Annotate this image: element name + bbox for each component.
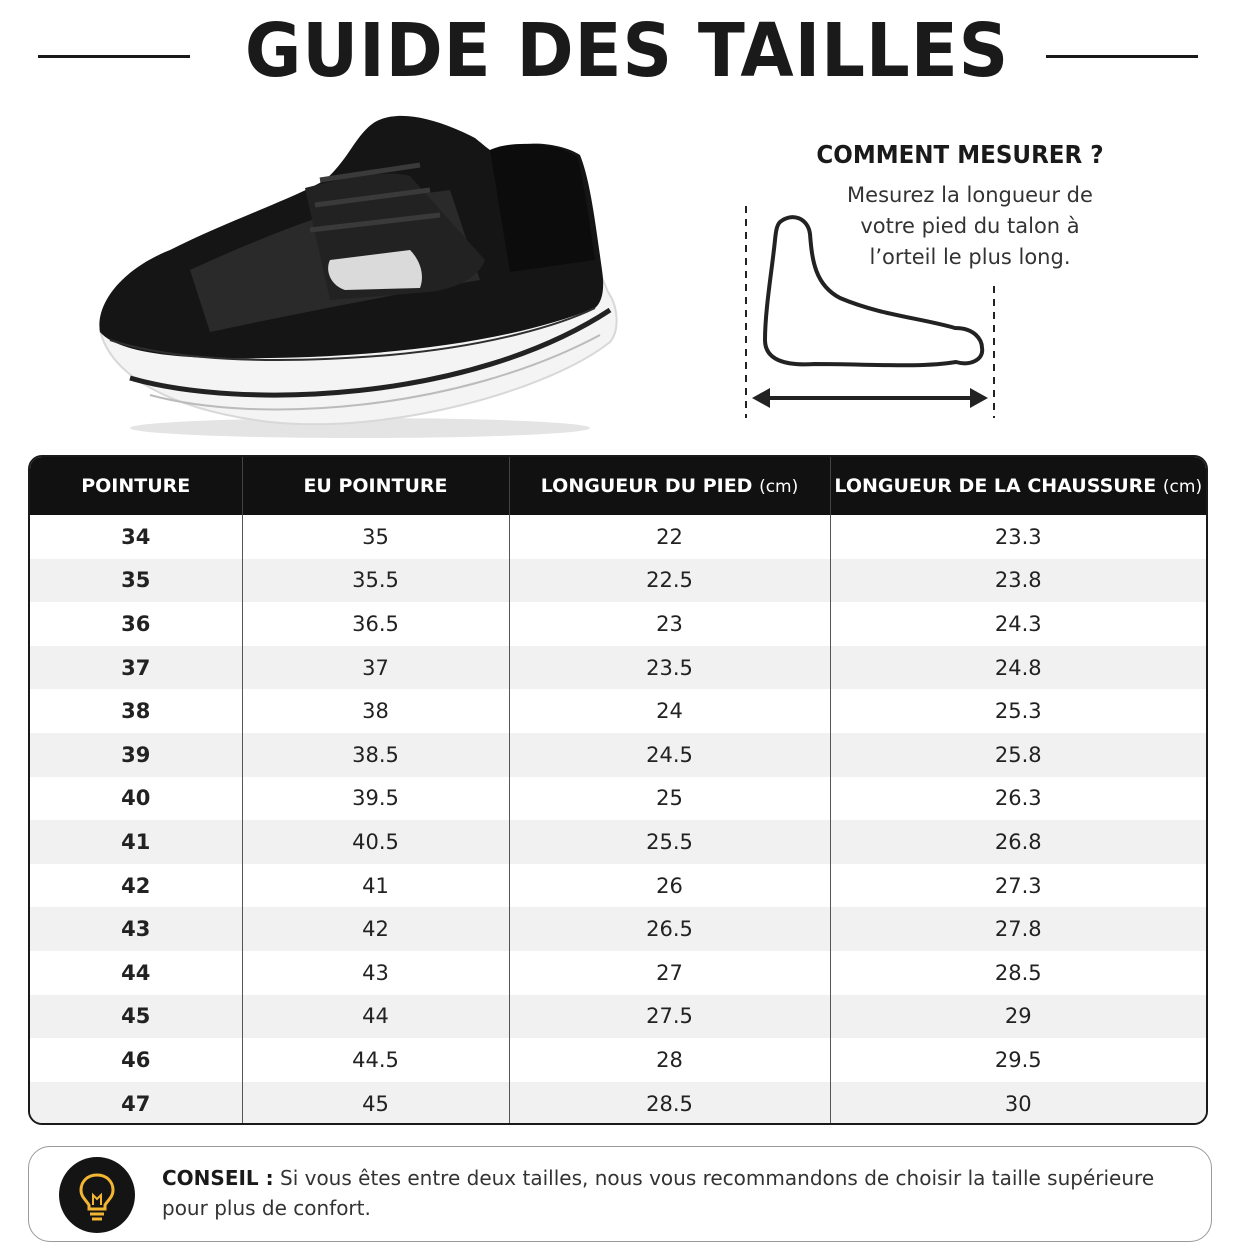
title-row [0, 0, 1254, 110]
table-row [30, 689, 1206, 733]
cell-pointure: 36 [30, 602, 242, 646]
cell-longueur-chaussure: 26.3 [994, 786, 1042, 811]
cell-longueur-chaussure: 24.3 [994, 611, 1042, 636]
cell-longueur-pied: 28 [509, 1038, 830, 1082]
table-row [30, 995, 1206, 1039]
table-row [30, 1038, 1206, 1082]
header-longueur-pied-label: LONGUEUR DU PIED [540, 475, 753, 497]
cell-longueur-pied: 28.5 [509, 1082, 830, 1125]
cell-longueur-chaussure: 29 [830, 995, 1206, 1039]
cell-pointure: 38 [30, 689, 242, 733]
title-divider-right [1046, 55, 1198, 58]
cell-longueur-pied: 27.5 [509, 995, 830, 1039]
tip-label: CONSEIL : [162, 1166, 274, 1190]
table-header-row [30, 457, 1206, 515]
cell-eu-pointure: 35.5 [242, 559, 509, 603]
cell-eu-pointure: 44.5 [242, 1038, 509, 1082]
cell-longueur-chaussure: 27.3 [994, 873, 1042, 898]
cell-pointure: 46 [30, 1038, 242, 1082]
table-row [30, 820, 1206, 864]
cell-longueur-pied: 26 [509, 864, 830, 908]
cell-longueur-pied: 24.5 [509, 733, 830, 777]
cell-longueur-chaussure: 24.8 [830, 646, 1206, 690]
table-body [30, 515, 1206, 1125]
cell-eu-pointure: 38 [242, 689, 509, 733]
header-longueur-pied [509, 457, 830, 515]
cell-longueur-pied: 25.5 [509, 820, 830, 864]
cell-longueur-chaussure: 23.8 [830, 559, 1206, 603]
cell-longueur-chaussure: 29.5 [994, 1047, 1042, 1072]
cell-eu-pointure: 36.5 [242, 602, 509, 646]
cell-longueur-chaussure: 28.5 [994, 960, 1042, 985]
cell-longueur-pied: 22 [509, 515, 830, 559]
measure-line-1: Mesurez la longueur de [847, 183, 1093, 207]
table-row [30, 515, 1206, 559]
how-to-measure-heading: COMMENT MESURER ? [816, 140, 1104, 169]
header-longueur-pied-unit: (cm) [759, 477, 799, 497]
cell-longueur-pied: 24 [509, 689, 830, 733]
cell-eu-pointure: 37 [242, 646, 509, 690]
measure-line-2: votre pied du talon à [860, 214, 1080, 238]
cell-longueur-chaussure: 27.8 [830, 907, 1206, 951]
cell-longueur-pied: 23 [509, 602, 830, 646]
cell-pointure: 45 [30, 995, 242, 1039]
cell-pointure: 47 [30, 1082, 242, 1125]
cell-pointure: 44 [30, 951, 242, 995]
table-row [30, 777, 1206, 821]
measure-line-3: l’orteil le plus long. [869, 245, 1071, 269]
header-pointure: POINTURE [30, 457, 242, 515]
table-row [30, 733, 1206, 777]
size-table [30, 457, 1206, 1125]
cell-longueur-pied: 26.5 [509, 907, 830, 951]
cell-eu-pointure: 45 [242, 1082, 509, 1125]
tip-box [28, 1146, 1212, 1242]
tip-body: Si vous êtes entre deux tailles, nous vous recommandons de choisir la taille supérieure pour plus de confort. [162, 1166, 1155, 1220]
cell-longueur-pied: 27 [509, 951, 830, 995]
cell-pointure: 42 [30, 864, 242, 908]
cell-eu-pointure: 40.5 [242, 820, 509, 864]
table-row [30, 602, 1206, 646]
cell-pointure: 34 [30, 515, 242, 559]
cell-longueur-pied: 25 [509, 777, 830, 821]
cell-eu-pointure: 42 [242, 907, 509, 951]
cell-longueur-pied: 23.5 [509, 646, 830, 690]
foot-measure-icon [720, 200, 1200, 430]
cell-longueur-chaussure: 25.8 [830, 733, 1206, 777]
size-table-container [28, 455, 1208, 1125]
cell-longueur-chaussure: 25.3 [994, 699, 1042, 724]
table-row [30, 646, 1206, 690]
table-row [30, 951, 1206, 995]
tip-text [162, 1163, 1182, 1223]
table-row [30, 907, 1206, 951]
cell-eu-pointure: 39.5 [242, 777, 509, 821]
table-row [30, 1082, 1206, 1125]
cell-eu-pointure: 43 [242, 951, 509, 995]
cell-longueur-pied: 22.5 [509, 559, 830, 603]
header-longueur-chaussure [830, 457, 1206, 515]
cell-longueur-chaussure: 26.8 [830, 820, 1206, 864]
lightbulb-icon [59, 1157, 135, 1233]
table-row [30, 559, 1206, 603]
cell-pointure: 37 [30, 646, 242, 690]
cell-pointure: 40 [30, 777, 242, 821]
cell-pointure: 35 [30, 559, 242, 603]
how-to-measure-panel [720, 130, 1200, 430]
cell-pointure: 41 [30, 820, 242, 864]
cell-eu-pointure: 38.5 [242, 733, 509, 777]
header-longueur-chaussure-unit: (cm) [1162, 477, 1203, 497]
header-longueur-chaussure-label: LONGUEUR DE LA CHAUSSURE [834, 475, 1157, 497]
cell-eu-pointure: 41 [242, 864, 509, 908]
cell-pointure: 39 [30, 733, 242, 777]
shoe-image [90, 110, 630, 440]
header-eu-pointure: EU POINTURE [242, 457, 509, 515]
table-row [30, 864, 1206, 908]
cell-longueur-chaussure: 30 [830, 1082, 1206, 1125]
cell-eu-pointure: 44 [242, 995, 509, 1039]
cell-pointure: 43 [30, 907, 242, 951]
cell-longueur-chaussure: 23.3 [994, 524, 1042, 549]
cell-eu-pointure: 35 [242, 515, 509, 559]
page-title: GUIDE DES TAILLES [244, 8, 1010, 94]
